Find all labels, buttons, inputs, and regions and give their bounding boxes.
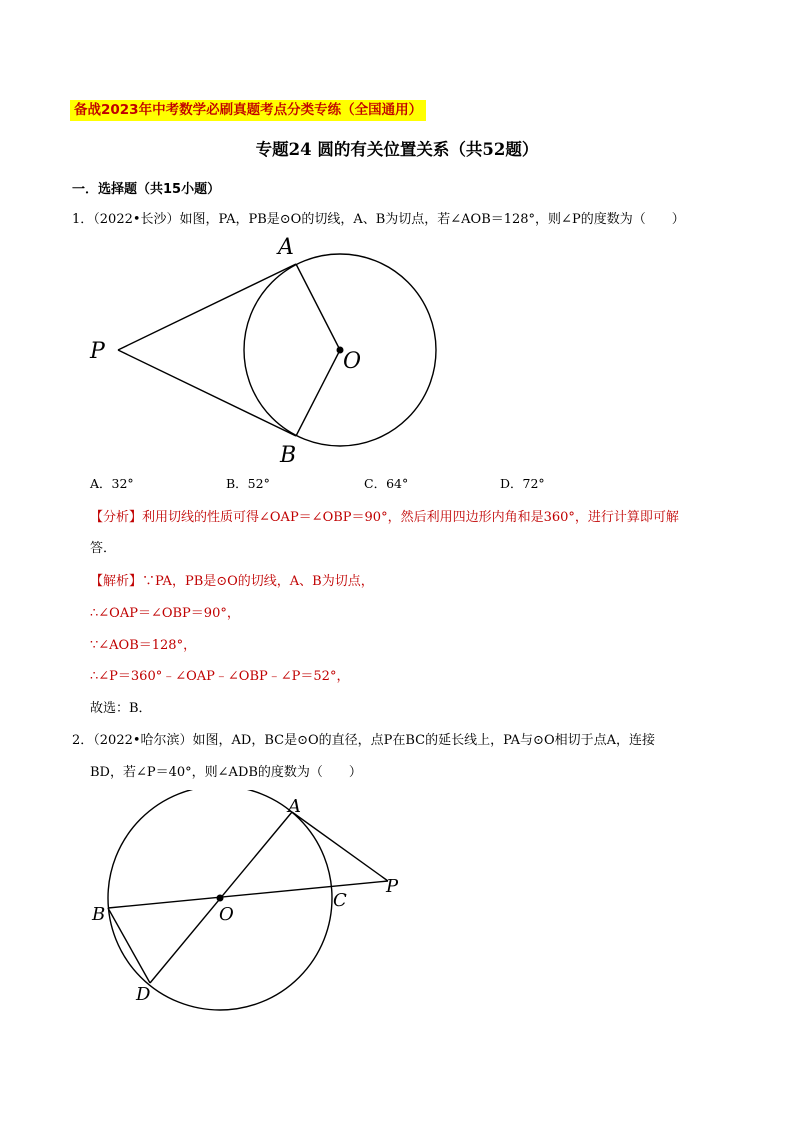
label-p-2: P (386, 876, 399, 897)
label-o-2: O (219, 904, 234, 925)
question-2-figure (0, 790, 794, 1020)
solution-line-3: ∵∠AOB＝128°， (90, 638, 197, 653)
tangent-pa (292, 812, 388, 881)
center-point-o-2 (217, 895, 224, 902)
analysis-line-1: 【分析】利用切线的性质可得∠OAP＝∠OBP＝90°，然后利用四边形内角和是360°，进行计算即可解 (90, 510, 679, 525)
question-2-stem-line-2: BD，若∠P＝40°，则∠ADB的度数为（ ） (90, 765, 362, 780)
radius-ob (296, 350, 340, 436)
option-d: D．72° (500, 476, 545, 491)
solution-line-5: 故选：B． (90, 701, 152, 716)
tangent-pa (118, 264, 296, 350)
option-c: C．64° (364, 476, 409, 491)
radius-oa (296, 264, 340, 350)
label-b-2: B (92, 904, 106, 925)
solution-line-4: ∴∠P＝360°﹣∠OAP﹣∠OBP﹣∠P＝52°， (90, 669, 350, 684)
solution-line-1: 【解析】∵PA，PB是⊙O的切线，A、B为切点， (90, 574, 374, 589)
question-2-stem-line-1: 2．（2022•哈尔滨）如图，AD，BC是⊙O的直径，点P在BC的延长线上，PA与⊙O相切于点A，连接 (72, 733, 655, 748)
analysis-line-2: 答． (90, 541, 117, 556)
section-heading: 一．选择题（共15小题） (72, 182, 221, 197)
page-title: 专题24 圆的有关位置关系（共52题） (255, 140, 539, 159)
label-a-2: A (288, 796, 301, 817)
solution-line-2: ∴∠OAP＝∠OBP＝90°， (90, 606, 240, 621)
question-1-figure (0, 228, 794, 468)
label-c-2: C (333, 890, 347, 911)
option-b: B．52° (226, 476, 270, 491)
label-o: O (343, 349, 362, 374)
label-b: B (280, 443, 297, 468)
option-a: A．32° (90, 476, 134, 491)
label-a: A (278, 235, 294, 260)
label-d-2: D (136, 984, 151, 1005)
question-1-stem: 1．（2022•长沙）如图，PA，PB是⊙O的切线，A、B为切点，若∠AOB＝128°，则∠P的度数为（ ） (72, 212, 685, 227)
tangent-pb (118, 350, 296, 436)
chord-bd (108, 908, 150, 983)
banner-header: 备战2023年中考数学必刷真题考点分类专练（全国通用） (70, 100, 426, 121)
label-p: P (90, 339, 105, 364)
